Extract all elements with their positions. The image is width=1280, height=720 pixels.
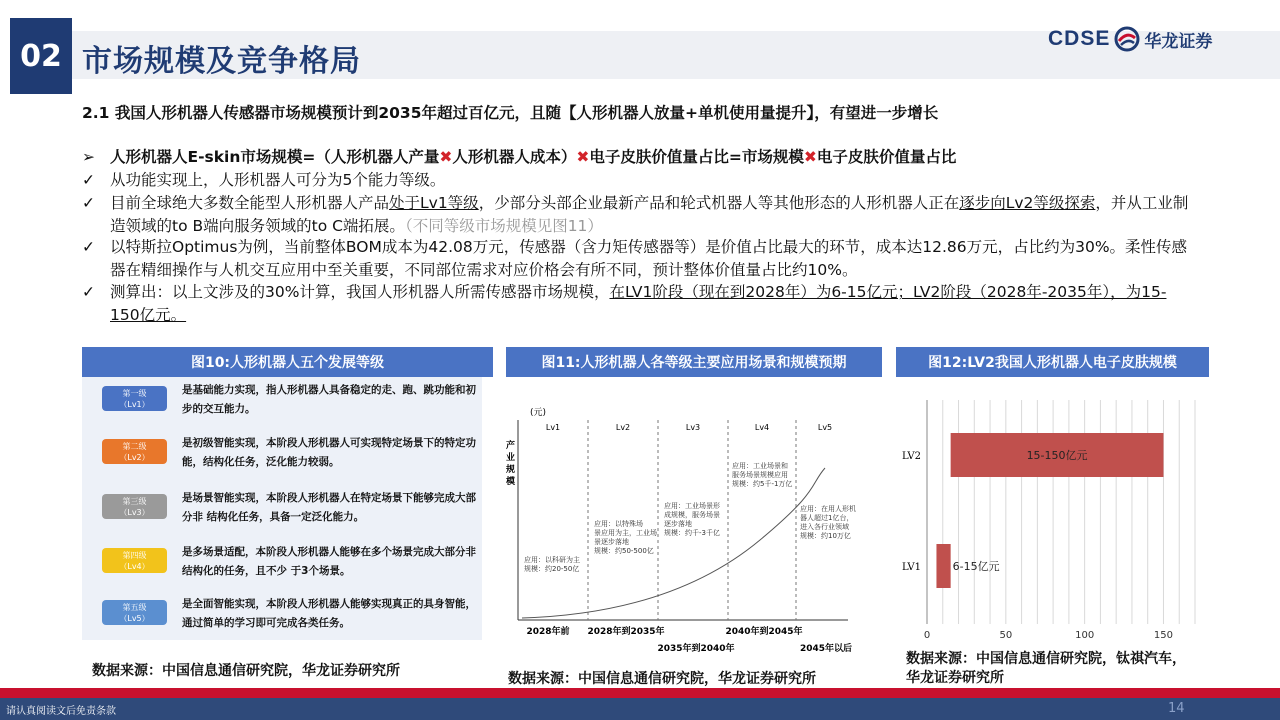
fig12-title: 图12:LV2我国人形机器人电子皮肤规模	[896, 347, 1209, 377]
fig11-stage-note	[664, 501, 720, 537]
text-run: 在LV1阶段（现在到2028年）为6-15亿元；LV2阶段（2028年-2035年），为15-150亿元。	[110, 283, 1167, 324]
formula-part: 电子皮肤价值量占比=市场规模	[589, 148, 804, 166]
text-run: （不同等级市场规模见图11）	[404, 217, 603, 235]
fig12-x-tick: 50	[999, 630, 1013, 641]
bullet-levels	[82, 169, 1202, 192]
bullet-text	[110, 192, 1195, 238]
fig11-x-label: 2028年前	[526, 627, 570, 637]
fig10-title: 图10:人形机器人五个发展等级	[82, 347, 493, 377]
fig11-note-line: 规模：约5千-1万亿	[732, 480, 793, 488]
fig11-x-label: 2035年到2040年	[657, 644, 735, 654]
dragon-logo-icon	[1114, 26, 1140, 52]
level-badge	[102, 386, 167, 411]
bullet-optimus	[82, 236, 1202, 282]
text-run: ，少部分头部企业最新产品和轮式机器人等其他形态的人形机器人正在	[478, 194, 960, 212]
fig11-note-line: 景逐步落地	[594, 538, 629, 546]
fig12-source-2: 华龙证券研究所	[906, 670, 1004, 686]
fig11-stage-note	[524, 555, 580, 573]
level-badge-cn: 第三级	[122, 497, 147, 506]
text-run: 逐步向Lv2等级探索	[959, 194, 1096, 212]
fig11-note-line: 应用：工业场景形	[664, 502, 720, 510]
level-badge	[102, 600, 167, 625]
fig12-x-tick: 0	[923, 630, 931, 641]
fig11-note-line: 成规模，服务场景	[664, 511, 720, 519]
section-number: 02	[10, 18, 72, 94]
text-run: ，并从工业制造领域的to B端向服务领域的to C端拓展。	[110, 194, 1189, 235]
fig11-note-line: 景应用为主，工业场	[594, 529, 657, 537]
formula-part: 人形机器人成本）	[452, 148, 577, 166]
fig11-note-line: 规模：约20-50亿	[524, 565, 580, 573]
text-run: 目前全球绝大多数全能型人形机器人产品	[110, 194, 390, 212]
bullet-estimate	[82, 281, 1202, 327]
fig12-category-label: LV2	[901, 451, 921, 462]
fig11-stage-note	[800, 504, 856, 540]
bullet-text	[110, 281, 1195, 327]
fig11-note-line: 应用：以特殊场	[594, 520, 643, 528]
fig11-level-label: Lv5	[817, 423, 833, 432]
check-icon: ✓	[82, 171, 95, 189]
fig11-level-label: Lv3	[685, 423, 701, 432]
fig11-note-line: 应用：以科研为主	[524, 556, 580, 564]
level-badge	[102, 548, 167, 573]
fig11-x-label: 2040年到2045年	[725, 627, 803, 637]
level-badge-cn: 第一级	[122, 389, 147, 398]
bullet-formula	[82, 146, 1202, 169]
fig10-source: 数据来源：中国信息通信研究院，华龙证券研究所	[92, 663, 400, 679]
fig12-data-label: 15-150亿元	[1026, 449, 1088, 462]
check-icon: ✓	[82, 283, 95, 301]
fig11-growth-curve	[522, 468, 825, 618]
fig11-y-label-char: 业	[506, 453, 516, 463]
level-description: 是多场景适配，本阶段人形机器人能够在多个场景完成大部分非结构化的任务，且不少 于3个场景。	[182, 546, 476, 577]
fig11-y-label-char: 规	[506, 465, 516, 475]
check-icon: ✓	[82, 194, 95, 212]
fig11-note-line: 应用：在用人形机	[800, 505, 856, 513]
fig11-x-label: 2045年以后	[799, 644, 853, 654]
bullet-text: 从功能实现上，人形机器人可分为5个能力等级。	[110, 171, 446, 189]
level-badge-en: （Lv2）	[119, 453, 150, 462]
level-badge-cn: 第二级	[122, 442, 147, 451]
fig11-note-line: 应用：工业场景和	[732, 462, 788, 470]
fig11-note-line: 进入各行业领域	[800, 523, 849, 531]
fig12-bar	[936, 544, 950, 588]
fig11-y-label-char: 产	[506, 441, 516, 451]
fig11-note-line: 规模：约50-500亿	[594, 547, 654, 555]
fig11-chart	[500, 390, 880, 658]
footer-bar	[0, 698, 1280, 720]
bullet-global	[82, 192, 1202, 238]
footer-disclaimer: 请认真阅读文后免责条款	[6, 706, 116, 717]
level-badge-cn: 第四级	[122, 551, 147, 560]
footer-red-band	[0, 688, 1280, 698]
fig11-stage-note	[732, 461, 792, 488]
fig11-title: 图11:人形机器人各等级主要应用场景和规模预期	[506, 347, 882, 377]
fig11-x-label: 2028年到2035年	[587, 627, 665, 637]
bullet-text: 以特斯拉Optimus为例，当前整体BOM成本为42.08万元，传感器（含力矩传感器等）是价值占比最大的环节，成本达12.86万元，占比约为30%。柔性传感器在精细操作与人机交互应用中至关重要，不同部位需求对应价格会有所不同，预计整体价值量占比约10%。	[110, 238, 1188, 279]
multiply-icon: ✖	[439, 148, 453, 166]
fig11-level-label: Lv2	[615, 423, 631, 432]
fig11-note-line: 服务场景规模应用	[732, 471, 788, 479]
fig12-chart	[895, 392, 1215, 644]
fig11-note-line: 规模：约千-3千亿	[664, 529, 720, 537]
fig11-level-label: Lv4	[754, 423, 770, 432]
level-badge-cn: 第五级	[122, 603, 147, 612]
company-logo	[1048, 24, 1212, 54]
level-badge-en: （Lv5）	[119, 614, 150, 623]
fig11-note-line: 器人超过1亿台，	[800, 514, 854, 522]
fig11-note-line: 规模：约10万亿	[800, 532, 851, 540]
fig11-y-label-text	[505, 439, 516, 487]
fig11-y-label	[505, 439, 516, 487]
fig11-source: 数据来源：中国信息通信研究院，华龙证券研究所	[508, 671, 816, 687]
page-number: 14	[1168, 701, 1185, 716]
logo-en-text: CDSE	[1048, 27, 1111, 50]
logo-cn-text: 华龙证券	[1144, 31, 1213, 52]
level-description: 是基础能力实现，指人形机器人具备稳定的走、跑、跳功能和初步的交互能力。	[182, 384, 476, 415]
level-badge-en: （Lv3）	[119, 508, 150, 517]
level-description: 是初级智能实现，本阶段人形机器人可实现特定场景下的特定功能，结构化任务，泛化能力较弱。	[182, 437, 476, 468]
text-run: 测算出：以上文涉及的30%计算，我国人形机器人所需传感器市场规模，	[110, 283, 610, 301]
level-description: 是全面智能实现，本阶段人形机器人能够实现真正的具身智能，通过简单的学习即可完成各类任务。	[182, 598, 476, 629]
fig12-category-label: LV1	[901, 562, 921, 573]
arrow-bullet-icon: ➢	[82, 148, 95, 166]
formula-part: 电子皮肤价值量占比	[816, 148, 957, 166]
fig12-source-1: 数据来源：中国信息通信研究院，钛祺汽车，	[906, 651, 1186, 667]
multiply-icon: ✖	[576, 148, 590, 166]
fig12-x-tick: 150	[1153, 630, 1174, 641]
fig12-x-tick: 100	[1075, 630, 1095, 641]
multiply-icon: ✖	[803, 148, 817, 166]
level-badge-en: （Lv4）	[119, 562, 150, 571]
level-description: 是场景智能实现，本阶段人形机器人在特定场景下能够完成大部分非 结构化任务，具备一定泛化能力。	[182, 492, 476, 523]
fig11-y-unit: (元)	[530, 408, 547, 418]
page-title: 市场规模及竞争格局	[82, 44, 361, 79]
fig11-y-label-char: 模	[506, 477, 516, 487]
level-badge	[102, 439, 167, 464]
level-badge-en: （Lv1）	[119, 400, 150, 409]
level-badge	[102, 494, 167, 519]
fig12-data-label: 6-15亿元	[952, 560, 1000, 573]
fig11-note-line: 逐步落地	[664, 520, 692, 528]
fig11-stage-note	[594, 519, 657, 555]
fig11-level-label: Lv1	[545, 423, 561, 432]
section-subtitle: 2.1 我国人形机器人传感器市场规模预计到2035年超过百亿元，且随【人形机器人放量+单机使用量提升】，有望进一步增长	[82, 104, 939, 122]
text-run: 处于Lv1等级	[389, 194, 479, 212]
check-icon: ✓	[82, 238, 95, 256]
formula-part: 人形机器人E-skin市场规模=（人形机器人产量	[110, 148, 440, 166]
